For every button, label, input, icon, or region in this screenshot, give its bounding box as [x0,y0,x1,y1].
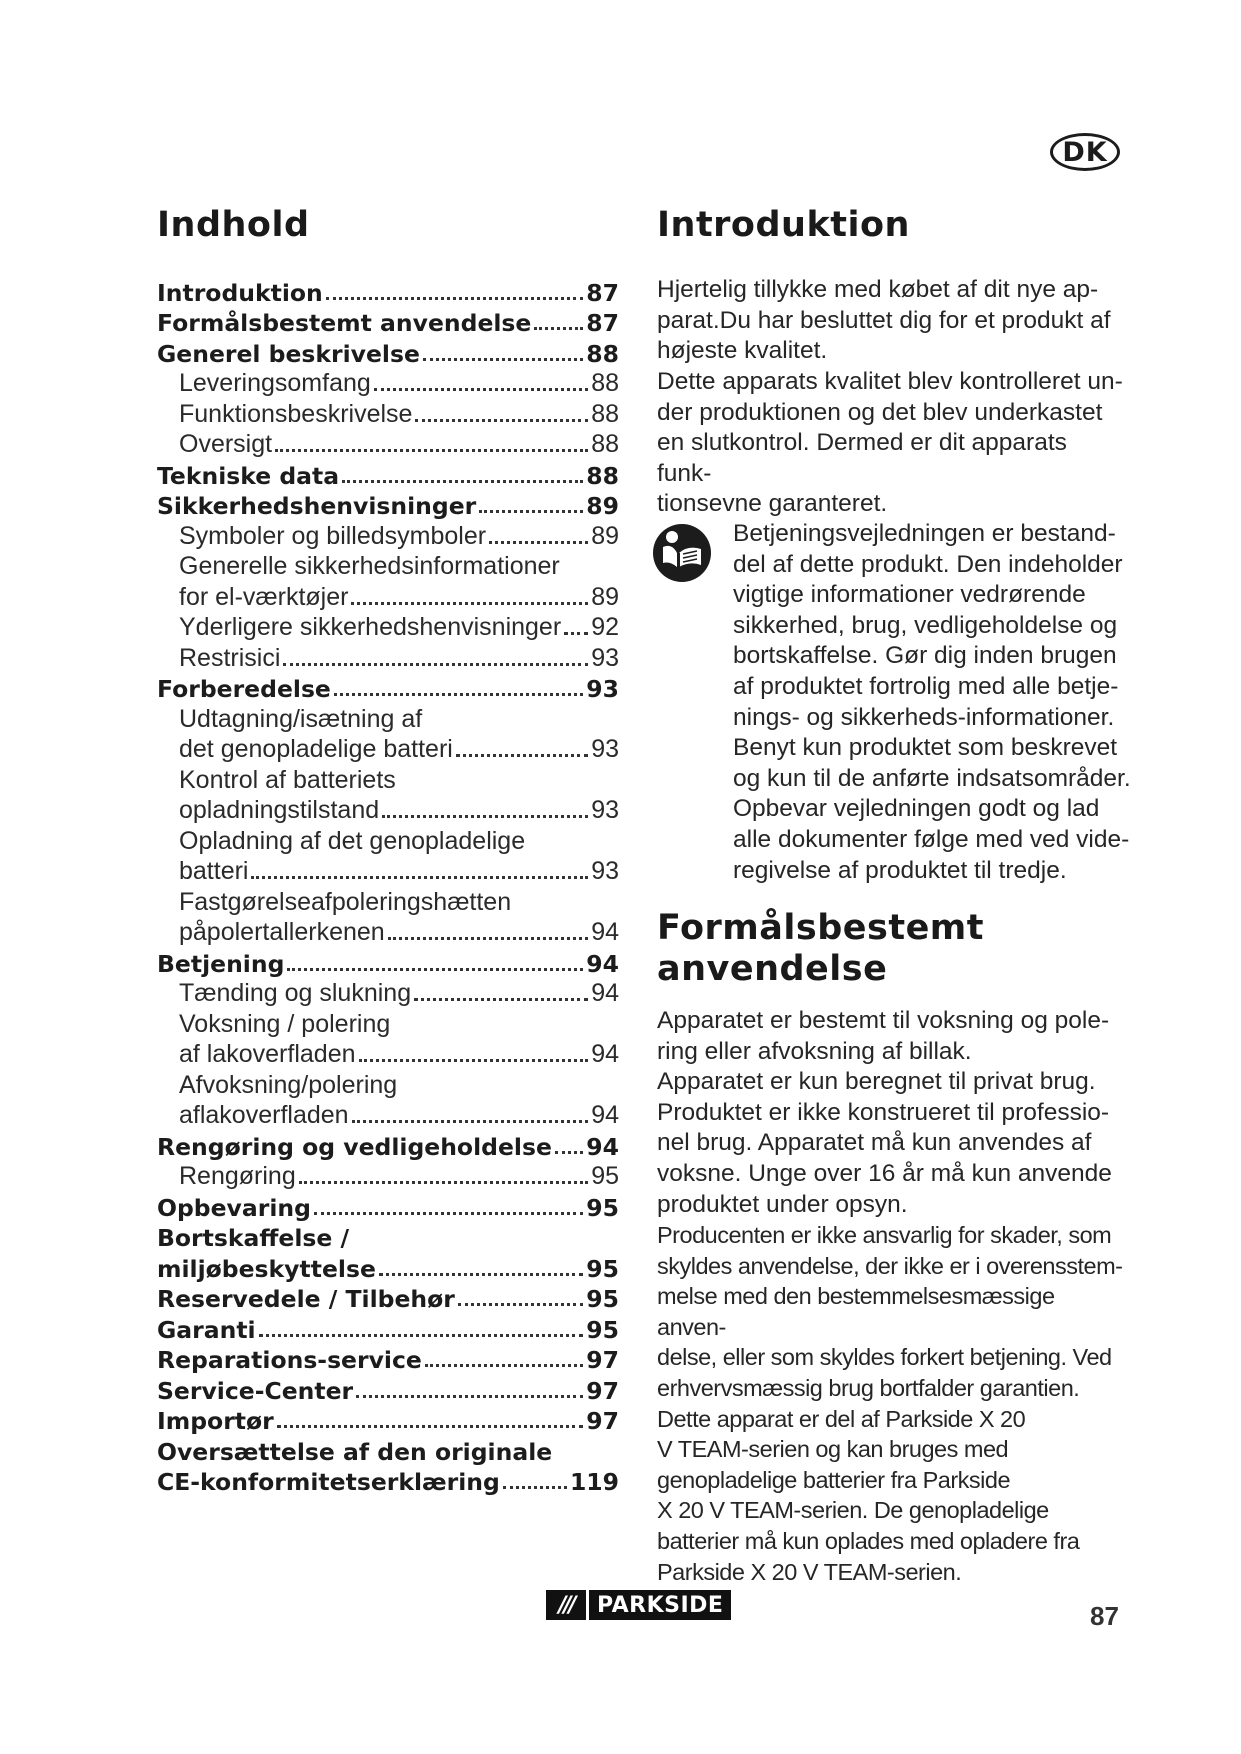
toc-entry-label: Service-Center [157,1376,354,1405]
toc-leader-dots [334,693,583,696]
toc-entry-page: 88 [586,461,619,490]
toc-entry-page: 93 [586,675,619,703]
toc-entry-page: 95 [586,1193,619,1222]
toc-entry [157,1039,619,1070]
toc-entry [157,581,619,612]
table-of-contents [157,276,619,1496]
toc-entry-page: 97 [586,1346,619,1374]
toc-entry-label: Fastgørelseafpoleringshætten [179,887,512,916]
toc-entry [157,703,619,734]
toc-entry-label: Leveringsomfang [179,369,371,397]
read-manual-icon [652,523,712,583]
toc-entry [157,795,619,826]
toc-entry-label: Symboler og billedsymboler [179,521,487,550]
toc-entry [157,1008,619,1039]
toc-entry [157,1283,619,1314]
toc-entry-label: Restrisici [179,643,281,672]
toc-entry-page: 88 [591,430,619,458]
toc-entry-page: 95 [591,1162,619,1190]
toc-entry [157,947,619,978]
toc-entry [157,734,619,765]
toc-entry-label: Oversættelse af den originale [157,1437,553,1466]
toc-entry-page: 89 [586,492,619,520]
toc-entry-label: Yderligere sikkerhedshenvisninger [179,613,562,641]
toc-entry [157,368,619,399]
toc-entry-label: Opbevaring [157,1193,311,1222]
toc-entry [157,612,619,643]
toc-entry [157,276,619,307]
language-badge: DK [1050,133,1120,171]
toc-leader-dots [415,419,588,422]
toc-entry-label: Kontrol af batteriets [179,765,396,794]
toc-entry-page: 87 [586,309,619,337]
toc-entry [157,1405,619,1436]
toc-entry [157,1222,619,1253]
toc-entry-label: Oversigt [179,430,273,458]
intended-use-paragraph: Producenten er ikke ansvarlig for skader, som skyldes anvendelse, der ikke er i overensstem- melse med den bestemmelsesmæssige anven- delse, eller som skyldes forkert betjening. Ved erhvervsmæssig brug bortfalder garantien. Dette apparat er del af Parkside X 20 V TEAM-serien og kan bruges med genopladelige batterier fra Parkside X 20 V TEAM-serien. De genopladelige batterier må kun oplades med opladere fra Parkside X 20 V TEAM-serien. [657,1222,1123,1585]
toc-entry-page: 95 [586,1254,619,1283]
toc-entry [157,673,619,704]
toc-entry [157,1130,619,1161]
toc-entry-page: 94 [591,918,619,946]
brand-slashes: /// [546,1590,586,1620]
toc-leader-dots [283,663,588,666]
toc-entry-label: Opladning af det genopladelige [179,826,526,855]
introduction-paragraph: Hjertelig tillykke med købet af dit nye ap- parat.Du har besluttet dig for et produkt af højeste kvalitet. [657,276,1111,365]
toc-entry-label: Bortskaffelse / [157,1224,350,1252]
toc-leader-dots [379,1273,583,1276]
toc-leader-dots [479,510,583,513]
page-number: 87 [1090,1601,1119,1631]
toc-leader-dots [314,1212,583,1215]
toc-leader-dots [414,998,588,1001]
parkside-logo [546,1590,731,1620]
toc-entry [157,520,619,551]
toc-leader-dots [388,937,588,940]
toc-entry-page: 88 [591,399,619,428]
toc-entry-page: 92 [591,613,619,641]
toc-leader-dots [555,1151,583,1154]
toc-entry [157,307,619,338]
toc-entry-label: batteri [179,857,249,885]
toc-entry [157,917,619,948]
toc-entry-label: Betjening [157,949,285,978]
toc-entry-label: miljøbeskyttelse [157,1254,376,1283]
toc-entry [157,429,619,460]
toc-entry [157,764,619,795]
toc-entry [157,1374,619,1405]
toc-entry-label: Importør [157,1407,274,1435]
toc-leader-dots [259,1334,584,1337]
toc-entry [157,886,619,917]
toc-entry-page: 88 [591,369,619,397]
toc-leader-dots [326,297,584,300]
intended-use-title: Formålsbestemt anvendelse [657,908,985,989]
toc-entry-page: 93 [591,643,619,672]
toc-entry-label: Sikkerhedshenvisninger [157,492,477,520]
introduction-title: Introduktion [657,205,910,245]
toc-entry-page: 94 [586,1132,619,1161]
toc-leader-dots [352,1120,589,1123]
toc-entry-label: Forberedelse [157,675,331,703]
toc-leader-dots [534,327,583,330]
toc-entry-label: Reservedele / Tilbehør [157,1285,455,1313]
toc-entry-label: Voksning / polering [179,1009,391,1038]
toc-leader-dots [299,1181,588,1184]
toc-leader-dots [564,632,588,635]
toc-entry [157,551,619,582]
toc-entry-page: 95 [586,1315,619,1344]
toc-entry-label: Reparations-service [157,1346,422,1374]
toc-leader-dots [251,876,588,879]
toc-entry-label: Afvoksning/polering [179,1070,398,1099]
toc-leader-dots [351,602,588,605]
toc-entry-label: for el-værktøjer [179,582,349,611]
toc-leader-dots [423,358,583,361]
toc-entry-label: Formålsbestemt anvendelse [157,309,532,337]
toc-leader-dots [425,1364,583,1367]
toc-leader-dots [277,1425,584,1428]
toc-entry [157,1069,619,1100]
toc-entry [157,642,619,673]
toc-entry-label: Udtagning/isætning af [179,704,423,733]
toc-entry-label: Tekniske data [157,461,340,490]
toc-leader-dots [275,449,588,452]
brand-name: PARKSIDE [589,1590,731,1620]
toc-entry-page: 93 [591,735,619,763]
toc-entry [157,1161,619,1192]
toc-entry-label: det genopladelige batteri [179,735,453,763]
manual-note: Betjeningsvejledningen er bestand- del af dette produkt. Den indeholder vigtige informationer vedrørende sikkerhed, brug, vedligeholdelse og bortskaffelse. Gør dig inden brugen af produktet fortrolig med alle betje- nings- og sikkerheds-informationer. Benyt kun produktet som beskrevet og kun til de anførte indsatsområder. Opbevar vejledningen godt og lad alle dokumenter følge med ved vide- regivelse af produktet til tredje. [733,520,1131,884]
toc-entry [157,398,619,429]
toc-entry [157,337,619,368]
toc-entry-page: 95 [586,1285,619,1313]
toc-entry-label: Generel beskrivelse [157,339,420,368]
toc-entry [157,490,619,521]
toc-leader-dots [359,1059,589,1062]
toc-entry-page: 94 [591,1040,619,1068]
toc-entry [157,1252,619,1283]
toc-entry-page: 94 [586,949,619,978]
intended-use-paragraph: Apparatet er bestemt til voksning og pole- ring eller afvoksning af billak. Apparatet er kun beregnet til privat brug. Produktet er ikke konstrueret til professio- nel brug. Apparatet må kun anvendes af voksne. Unge over 16 år må kun anvende produktet under opsyn. [657,1007,1112,1218]
toc-leader-dots [503,1486,567,1489]
toc-entry-label: Garanti [157,1315,256,1344]
toc-entry-page: 89 [591,521,619,550]
toc-leader-dots [458,1303,583,1306]
toc-entry [157,856,619,887]
toc-entry-label: CE-konformitetserklæring [157,1468,500,1496]
toc-leader-dots [489,541,588,544]
toc-entry [157,1313,619,1344]
toc-entry-page: 94 [591,1101,619,1129]
toc-leader-dots [456,754,588,757]
toc-entry-page: 93 [591,857,619,885]
toc-entry-page: 97 [586,1376,619,1405]
toc-entry-page: 119 [569,1468,619,1496]
toc-entry-label: aflakoverfladen [179,1101,349,1129]
toc-entry [157,1100,619,1131]
toc-entry [157,1466,619,1497]
toc-entry [157,1435,619,1466]
toc-entry-label: Generelle sikkerhedsinformationer [179,552,560,580]
toc-entry-page: 94 [591,979,619,1007]
toc-entry-label: Funktionsbeskrivelse [179,399,413,428]
toc-entry-page: 93 [591,796,619,824]
toc-entry [157,1344,619,1375]
toc-entry-label: af lakoverfladen [179,1040,356,1068]
toc-entry-label: Introduktion [157,278,323,307]
toc-entry-label: Tænding og slukning [179,979,412,1007]
toc-entry [157,459,619,490]
introduction-paragraph: Dette apparats kvalitet blev kontrolleret un- der produktionen og det blev underkastet en slutkontrol. Dermed er dit apparats funk- tionsevne garanteret. [657,368,1123,518]
toc-leader-dots [287,968,583,971]
toc-title: Indhold [157,205,310,245]
toc-leader-dots [356,1395,583,1398]
toc-leader-dots [382,815,588,818]
toc-entry-label: opladningstilstand [179,796,380,824]
toc-entry-label: påpolertallerkenen [179,918,385,946]
toc-entry-label: Rengøring [179,1162,296,1190]
toc-entry [157,978,619,1009]
toc-entry-page: 97 [586,1407,619,1435]
toc-leader-dots [374,388,588,391]
toc-entry-page: 88 [586,339,619,368]
toc-leader-dots [342,480,583,483]
toc-entry [157,825,619,856]
toc-entry-page: 89 [591,582,619,611]
toc-entry-label: Rengøring og vedligeholdelse [157,1132,552,1161]
toc-entry-page: 87 [586,278,619,307]
toc-entry [157,1191,619,1222]
